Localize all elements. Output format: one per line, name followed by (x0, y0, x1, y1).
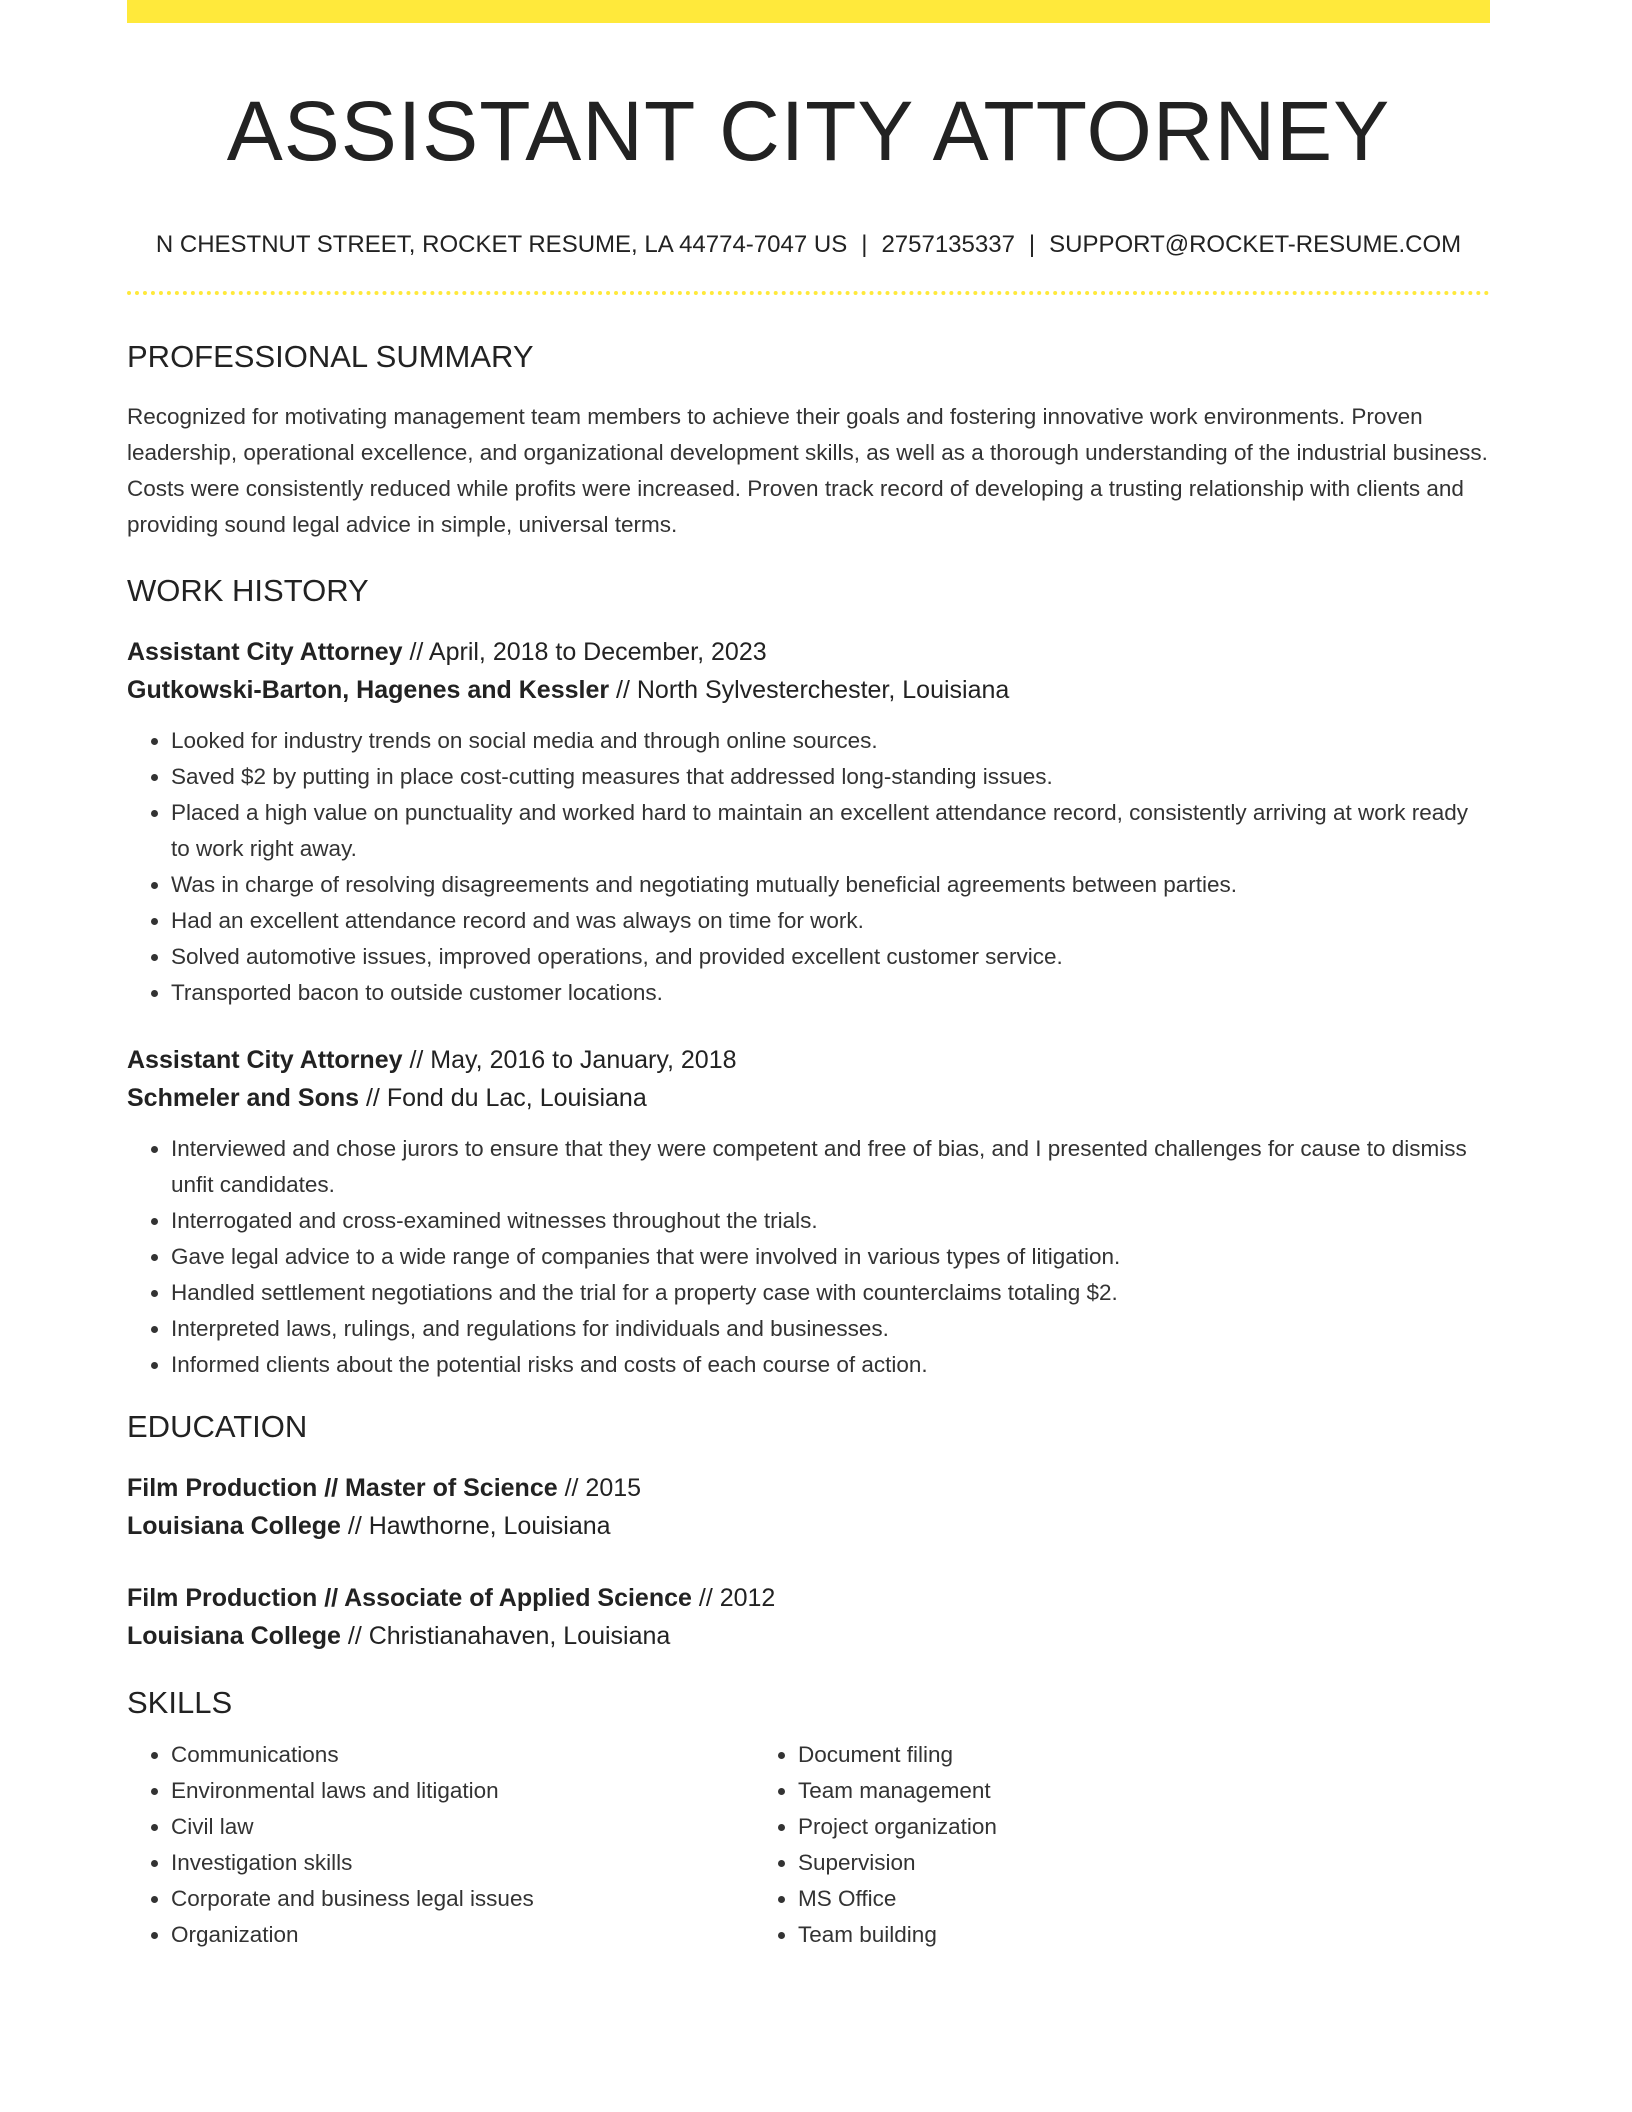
job-location: // North Sylvesterchester, Louisiana (609, 676, 1010, 704)
contact-separator: | (1028, 231, 1036, 258)
list-item: • Had an excellent attendance record and was always on time for work. (171, 903, 1490, 939)
education-school-line (127, 1507, 1490, 1545)
education-location: // Hawthorne, Louisiana (340, 1512, 611, 1540)
list-item: • Investigation skills (171, 1845, 754, 1881)
resume-page (127, 0, 1490, 1953)
list-item: • Was in charge of resolving disagreements and negotiating mutually beneficial agreements between parties. (171, 867, 1490, 903)
education-school: Louisiana College (127, 1512, 341, 1540)
education-year: // 2015 (557, 1474, 642, 1502)
dotted-divider (127, 291, 1490, 295)
contact-separator: | (861, 231, 868, 258)
accent-bar (127, 0, 1490, 23)
list-item: • Interpreted laws, rulings, and regulations for individuals and businesses. (171, 1311, 1490, 1347)
education-heading: EDUCATION (127, 1409, 308, 1444)
job-bullets (127, 1131, 1490, 1383)
job-title: Assistant City Attorney (127, 1046, 403, 1074)
skills-list-right (754, 1737, 1381, 1953)
list-item: • MS Office (798, 1881, 1381, 1917)
job-company-line (127, 1079, 1490, 1117)
list-item: • Civil law (171, 1809, 754, 1845)
job-title: Assistant City Attorney (127, 638, 403, 666)
phone: 2757135337 (881, 231, 1015, 258)
job-company: Schmeler and Sons (127, 1084, 360, 1112)
education-school-line (127, 1617, 1490, 1655)
list-item: • Interviewed and chose jurors to ensure that they were competent and free of bias, and I presented challenges for cause to dismiss unfit candidates. (171, 1131, 1490, 1203)
list-item: • Transported bacon to outside customer locations. (171, 975, 1490, 1011)
job-title-line (127, 1041, 1490, 1079)
work-history-heading: WORK HISTORY (127, 573, 369, 608)
list-item: • Solved automotive issues, improved operations, and provided excellent customer service. (171, 939, 1490, 975)
list-item: • Team management (798, 1773, 1381, 1809)
list-item: • Document filing (798, 1737, 1381, 1773)
list-item: • Project organization (798, 1809, 1381, 1845)
list-item: • Corporate and business legal issues (171, 1881, 754, 1917)
education-degree-line (127, 1579, 1490, 1617)
job-title-line (127, 633, 1490, 671)
list-item: • Communications (171, 1737, 754, 1773)
education-degree-line (127, 1469, 1490, 1507)
list-item: • Saved $2 by putting in place cost-cutting measures that addressed long-standing issues. (171, 759, 1490, 795)
education-degree: Film Production // Associate of Applied Science (127, 1584, 692, 1612)
job-dates: // April, 2018 to December, 2023 (402, 638, 767, 666)
education-year: // 2012 (691, 1584, 776, 1612)
summary-text: Recognized for motivating management team members to achieve their goals and fostering innovative work environments. Proven leadership, operational excellence, and organizational development skills, as well as a thorough understanding of the industrial business. Costs were consistently reduced while profits were increased. Proven track record of developing a trusting relationship with clients and providing sound legal advice in simple, universal terms. (127, 404, 1488, 537)
list-item: • Team building (798, 1917, 1381, 1953)
job-company: Gutkowski-Barton, Hagenes and Kessler (127, 676, 610, 704)
list-item: • Placed a high value on punctuality and worked hard to maintain an excellent attendance record, consistently arriving at work ready to work right away. (171, 795, 1490, 867)
list-item: • Environmental laws and litigation (171, 1773, 754, 1809)
list-item: • Looked for industry trends on social media and through online sources. (171, 723, 1490, 759)
resume-title: ASSISTANT CITY ATTORNEY (226, 84, 1391, 178)
list-item: • Organization (171, 1917, 754, 1953)
job-location: // Fond du Lac, Louisiana (359, 1084, 647, 1112)
list-item: • Interrogated and cross-examined witnesses throughout the trials. (171, 1203, 1490, 1239)
list-item: • Gave legal advice to a wide range of companies that were involved in various types of litigation. (171, 1239, 1490, 1275)
skills-columns (127, 1737, 1490, 1953)
email: SUPPORT@ROCKET-RESUME.COM (1049, 231, 1462, 258)
list-item: • Supervision (798, 1845, 1381, 1881)
job-company-line (127, 671, 1490, 709)
contact-line (127, 229, 1490, 261)
skills-heading: SKILLS (127, 1685, 233, 1720)
list-item: • Handled settlement negotiations and the trial for a property case with counterclaims totaling $2. (171, 1275, 1490, 1311)
address: N CHESTNUT STREET, ROCKET RESUME, LA 44774-7047 US (155, 231, 848, 258)
education-school: Louisiana College (127, 1622, 341, 1650)
skills-list-left (127, 1737, 754, 1953)
education-location: // Christianahaven, Louisiana (340, 1622, 671, 1650)
job-bullets (127, 723, 1490, 1011)
education-degree: Film Production // Master of Science (127, 1474, 558, 1502)
job-dates: // May, 2016 to January, 2018 (402, 1046, 737, 1074)
list-item: • Informed clients about the potential risks and costs of each course of action. (171, 1347, 1490, 1383)
summary-heading: PROFESSIONAL SUMMARY (127, 339, 534, 374)
